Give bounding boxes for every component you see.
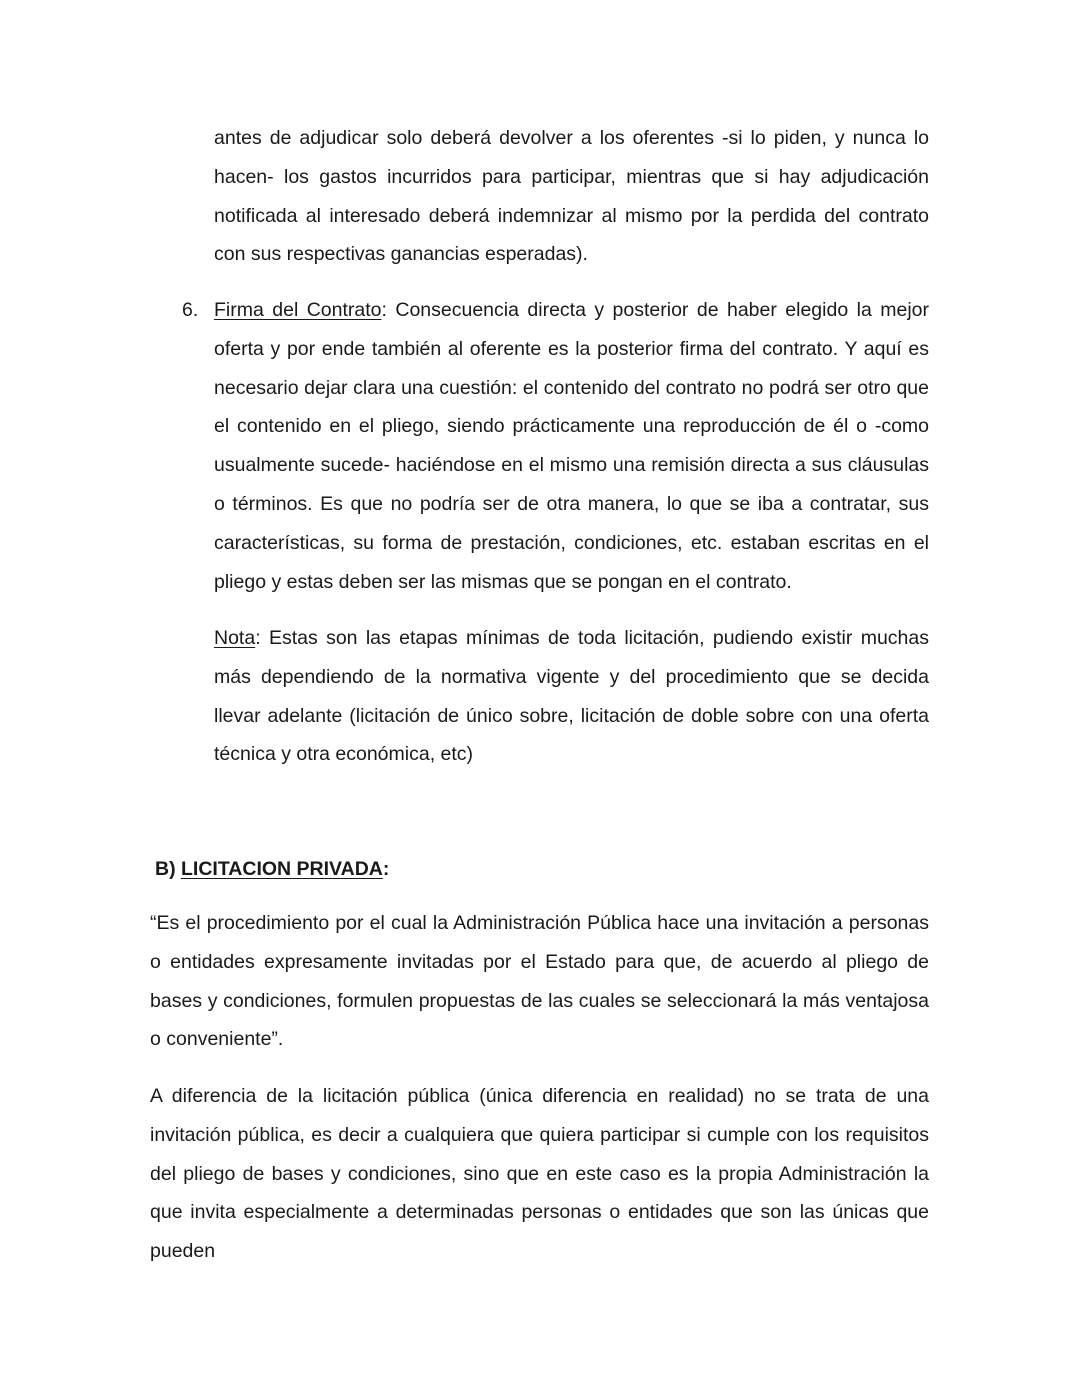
section-heading-title: LICITACION PRIVADA <box>181 858 383 880</box>
section-heading-suffix: : <box>382 858 390 880</box>
note-separator: : <box>255 627 261 649</box>
difference-paragraph: A diferencia de la licitación pública (única diferencia en realidad) no se trata de una invitación pública, es decir a cualquiera que quiera participar si cumple con los requisitos del pliego de bases y condiciones, sino que en este caso es la propia Administración la que invita especialmente a determinadas personas o entidades que son las únicas que pueden <box>150 1085 929 1263</box>
note-label: Nota <box>214 627 256 649</box>
list-item-body: Consecuencia directa y posterior de haber elegido la mejor oferta y por ende también al oferente es la posterior firma del contrato. Y aquí es necesario dejar clara una cuestión: el contenido del contrato no podrá ser otro que el contenido en el pliego, siendo prácticamente una reproducción de él o -como usualmente sucede- haciéndose en el mismo una remisión directa a sus cláusulas o términos. Es que no podría ser de otra manera, lo que se iba a contratar, sus características, su forma de prestación, condiciones, etc. estaban escritas en el pliego y estas deben ser las mismas que se pongan en el contrato. <box>214 299 929 593</box>
list-item-firma-del-contrato <box>214 291 929 601</box>
section-heading-licitacion-privada <box>155 850 389 889</box>
list-item-separator: : <box>381 299 387 321</box>
list-item-number: 6. <box>182 299 199 321</box>
section-heading-prefix: B) <box>155 858 181 880</box>
continuation-paragraph: antes de adjudicar solo deberá devolver a los oferentes -si lo piden, y nunca lo hacen- los gastos incurridos para participar, mientras que si hay adjudicación notificada al interesado deberá indemnizar al mismo por la perdida del contrato con sus respectivas ganancias esperadas). <box>214 127 929 266</box>
definition-paragraph: “Es el procedimiento por el cual la Administración Pública hace una invitación a personas o entidades expresamente invitadas por el Estado para que, de acuerdo al pliego de bases y condiciones, formulen propuestas de las cuales se seleccionará la más ventajosa o conveniente”. <box>150 912 929 1051</box>
list-item-title: Firma del Contrato <box>214 299 382 321</box>
note-body: Estas son las etapas mínimas de toda licitación, pudiendo existir muchas más dependiendo de la normativa vigente y del procedimiento que se decida llevar adelante (licitación de único sobre, licitación de doble sobre con una oferta técnica y otra económica, etc) <box>214 627 929 766</box>
note-paragraph <box>214 619 929 774</box>
